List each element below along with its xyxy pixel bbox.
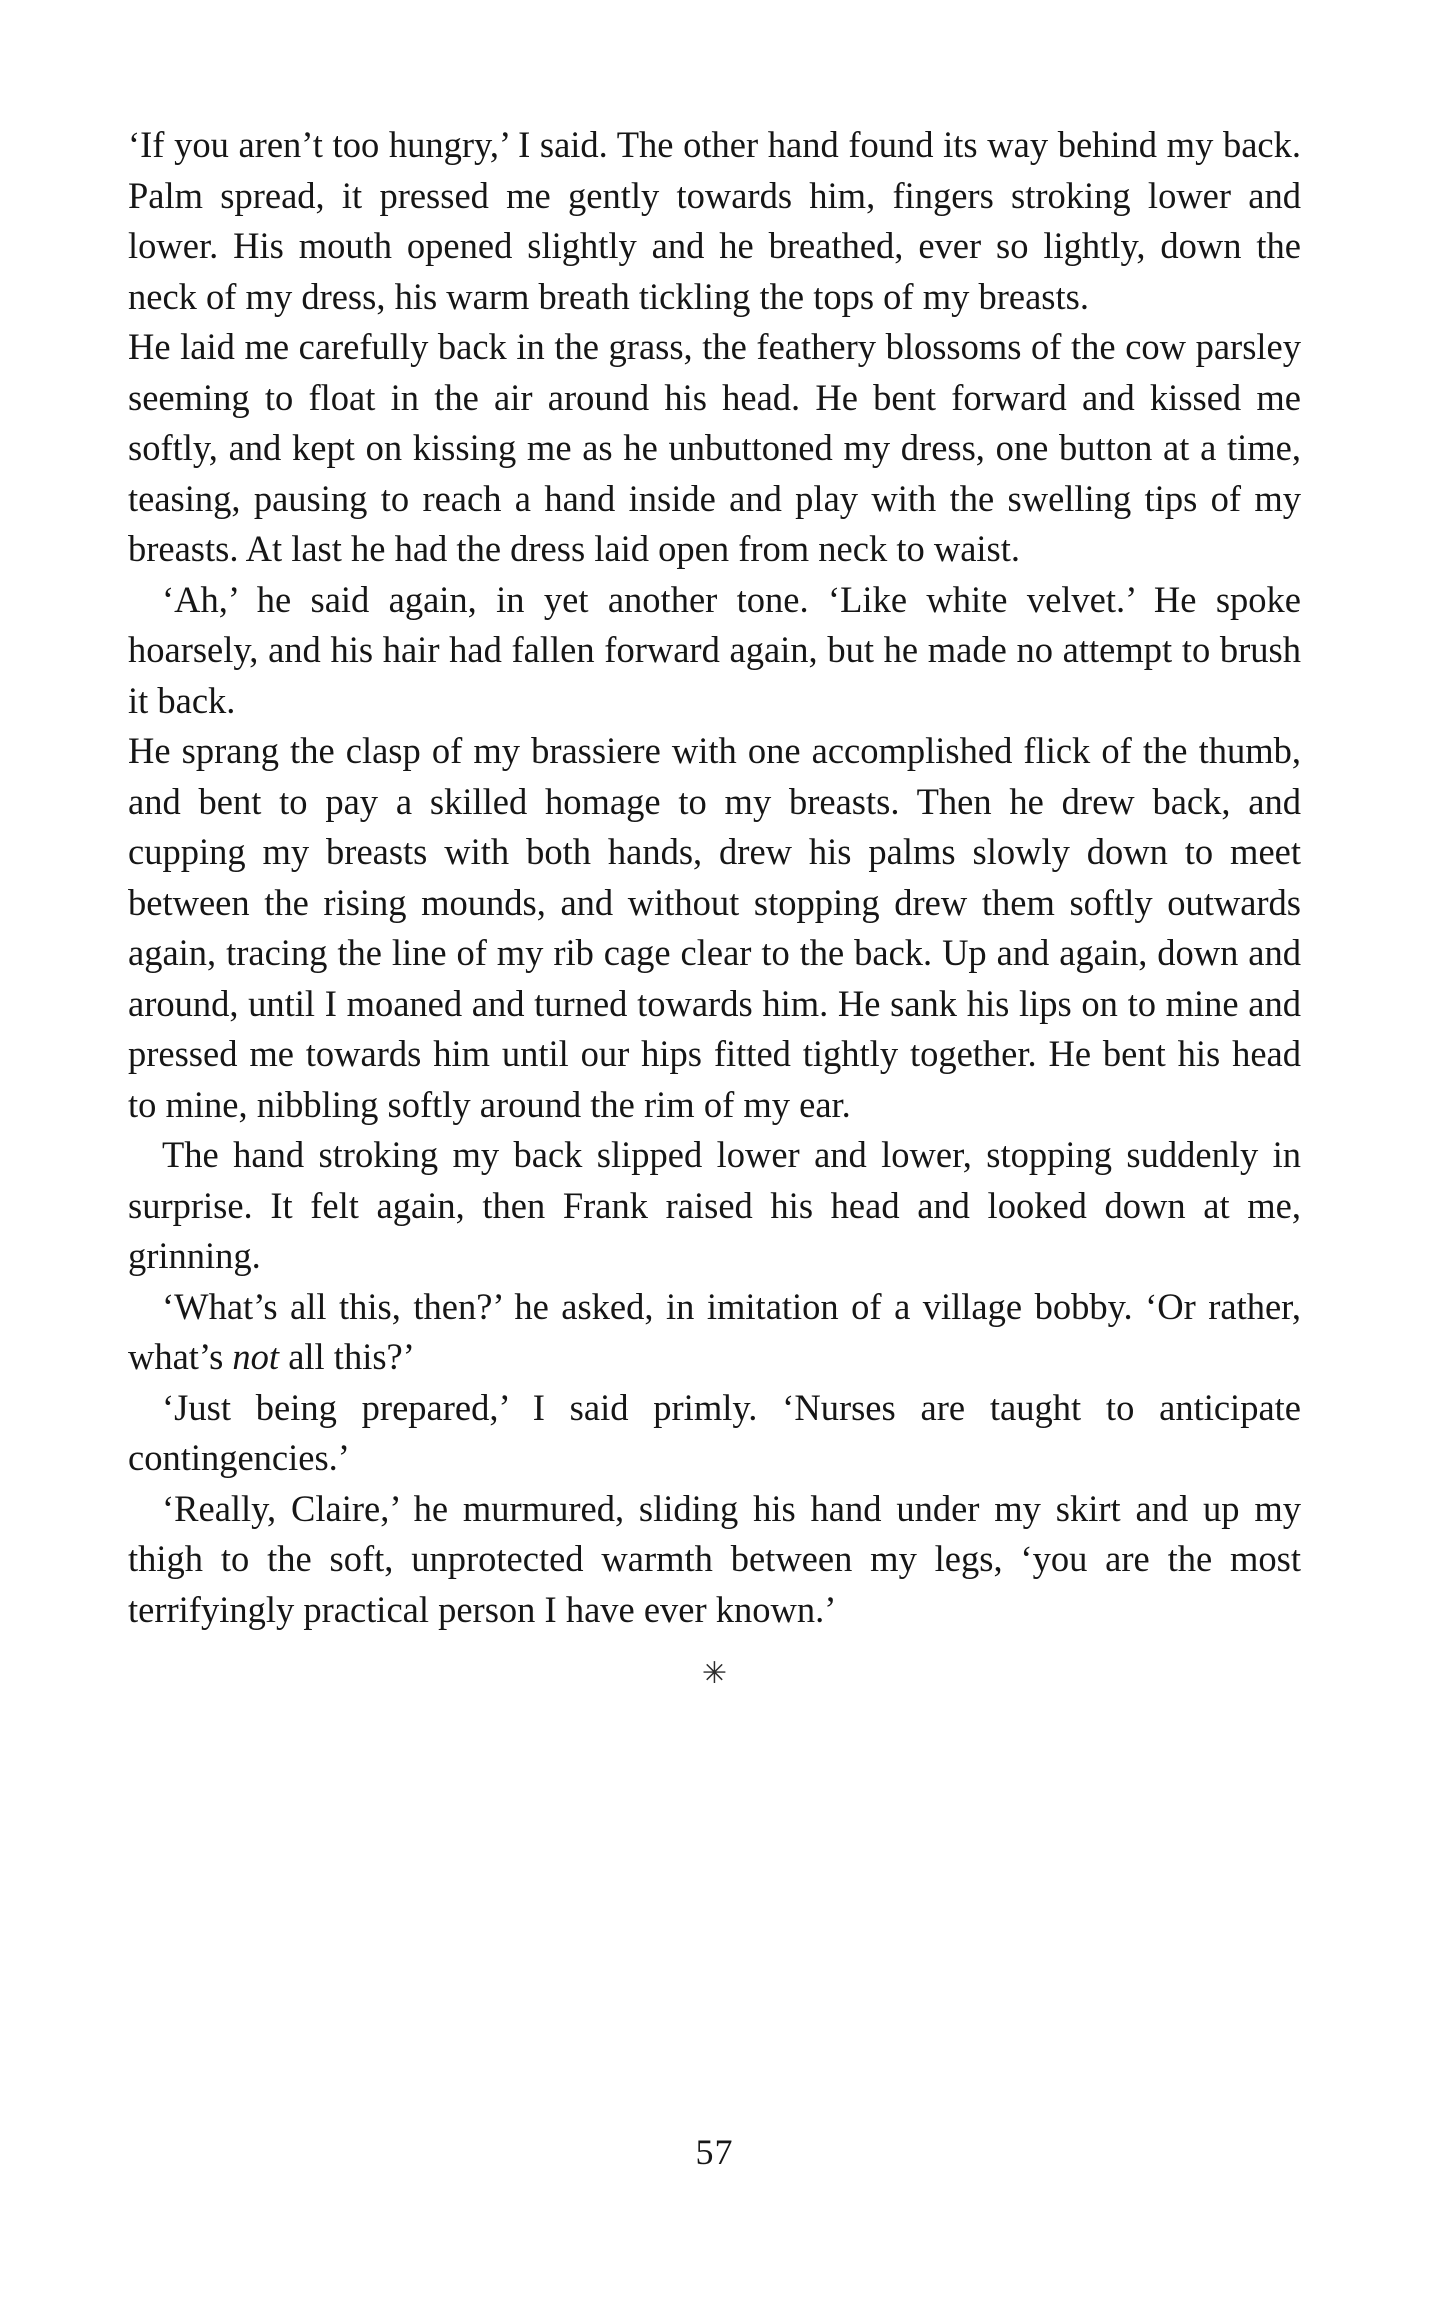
page-body <box>128 120 1301 1635</box>
paragraph: The hand stroking my back slipped lower and lower, stopping suddenly in surprise. It felt again, then Frank raised his head and looked down at me, grinning. <box>128 1134 1301 1276</box>
paragraph: ‘If you aren’t too hungry,’ I said. The other hand found its way behind my back. Palm spread, it pressed me gently towards him, fingers stroking lower and lower. His mouth opened slightly and he breathed, ever so lightly, down the neck of my dress, his warm breath tickling the tops of my breasts. <box>128 124 1301 317</box>
section-break-ornament: ✳ <box>701 1657 728 1690</box>
paragraph: ‘Ah,’ he said again, in yet another tone. ‘Like white velvet.’ He spoke hoarsely, and his hair had fallen forward again, but he made no attempt to brush it back. <box>128 578 1301 721</box>
paragraph: ‘Really, Claire,’ he murmured, sliding his hand under my skirt and up my thigh to the soft, unprotected warmth between my legs, ‘you are the most terrifyingly practical person I have ever known.’ <box>128 1487 1301 1630</box>
paragraph: He sprang the clasp of my brassiere with one accomplished flick of the thumb, and bent to pay a skilled homage to my breasts. Then he drew back, and cupping my breasts with both hands, drew his palms slowly down to meet between the rising mounds, and without stopping drew them softly outwards again, tracing the line of my rib cage clear to the back. Up and again, down and around, until I moaned and turned towards him. He sank his lips on to mine and pressed me towards him until our hips fitted tightly together. He bent his head to mine, nibbling softly around the rim of my ear. <box>128 730 1301 1125</box>
page-number: 57 <box>695 2132 734 2172</box>
paragraph: ‘Just being prepared,’ I said primly. ‘Nurses are taught to anticipate contingencies.’ <box>128 1386 1301 1478</box>
paragraph: ‘What’s all this, then?’ he asked, in imitation of a village bobby. ‘Or rather, what’s not all this?’ <box>128 1285 1301 1377</box>
paragraph: He laid me carefully back in the grass, the feathery blossoms of the cow parsley seeming to float in the air around his head. He bent forward and kissed me softly, and kept on kissing me as he unbuttoned my dress, one button at a time, teasing, pausing to reach a hand inside and play with the swelling tips of my breasts. At last he had the dress laid open from neck to waist. <box>128 326 1301 569</box>
